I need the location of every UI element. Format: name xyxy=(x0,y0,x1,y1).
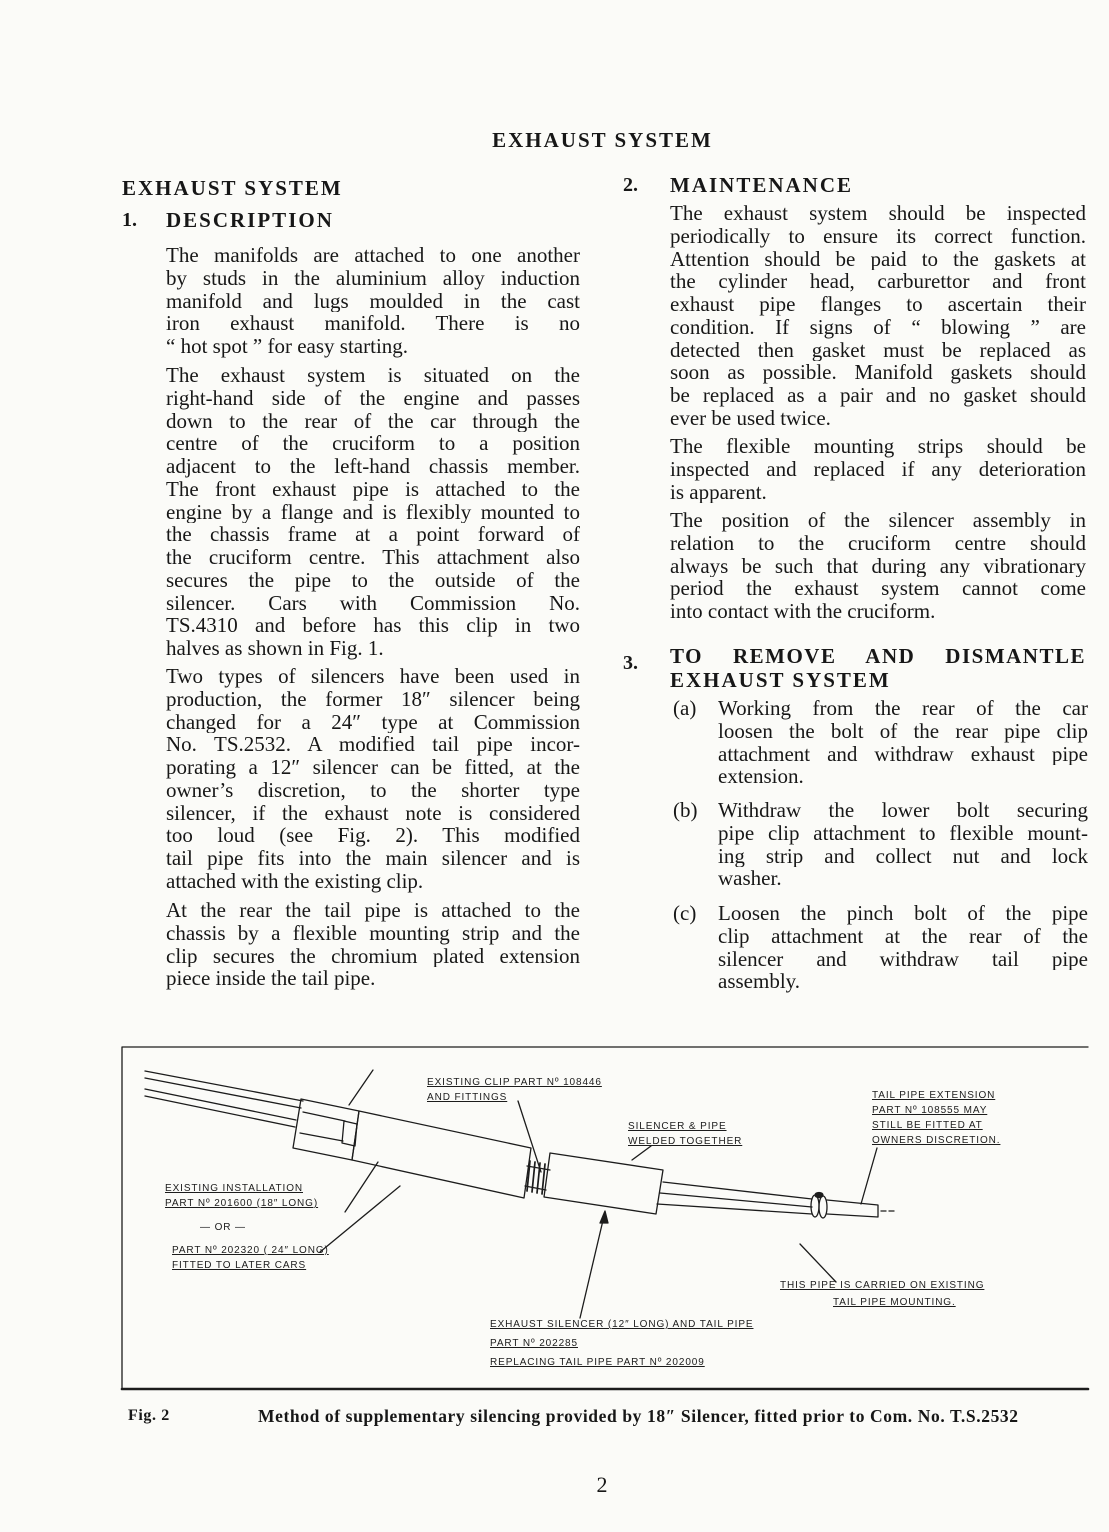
leader-line-exhaust-silencer xyxy=(580,1216,604,1318)
figure-number: Fig. 2 xyxy=(128,1407,170,1424)
text-line: silencer. Cars with Commission No. xyxy=(166,591,580,615)
text-line: condition. If signs of “ blowing ” are xyxy=(670,315,1086,339)
label-tail-pipe-mounting xyxy=(833,1295,956,1310)
text-line: The flexible mounting strips should be xyxy=(670,435,1086,458)
leader-line-later-cars xyxy=(320,1186,400,1252)
text-line: attached with the existing clip. xyxy=(166,869,424,893)
label-line: OWNERS DISCRETION. xyxy=(872,1135,1001,1146)
text-line: At the rear the tail pipe is attached to the xyxy=(166,899,580,922)
text-line: soon as possible. Manifold gaskets should xyxy=(670,361,1086,384)
step-b-text xyxy=(718,799,1088,890)
text-line: piece inside the tail pipe. xyxy=(166,967,376,990)
tail-pipe-clip-ring xyxy=(811,1195,819,1217)
description-paragraph-3 xyxy=(166,665,580,893)
text-line: is apparent. xyxy=(670,480,767,504)
step-label-b: (b) xyxy=(673,798,698,822)
label-line: FITTED TO LATER CARS xyxy=(172,1260,307,1271)
step-a-text xyxy=(718,697,1088,788)
text-line: owner’s discretion, to the shorter type xyxy=(166,778,580,802)
label-or: — OR — xyxy=(200,1222,246,1233)
text-line: TS.4310 and before has this clip in two xyxy=(166,614,580,637)
text-line: be replaced as a pair and no gasket should xyxy=(670,384,1086,407)
label-line: AND FITTINGS xyxy=(427,1092,508,1103)
step-c-text xyxy=(718,902,1088,993)
section-heading-maintenance: MAINTENANCE xyxy=(670,173,854,197)
label-carried-on xyxy=(780,1278,984,1293)
text-line: into contact with the cruciform. xyxy=(670,600,936,623)
step-label-a: (a) xyxy=(673,696,697,720)
section-heading-description: DESCRIPTION xyxy=(166,208,334,232)
text-line: washer. xyxy=(718,867,782,890)
maintenance-paragraph-2 xyxy=(670,435,1086,503)
label-exhaust-silencer xyxy=(490,1315,753,1372)
supplementary-silencer xyxy=(544,1153,663,1214)
section-number-2: 2. xyxy=(623,174,638,196)
arrowhead xyxy=(600,1211,608,1223)
text-line: relation to the cruciform centre should xyxy=(670,531,1086,555)
leader-line-tail-extension xyxy=(861,1148,877,1204)
left-title: EXHAUST SYSTEM xyxy=(122,176,343,200)
text-line: always be such that during any vibrationary xyxy=(670,554,1086,578)
label-existing-clip xyxy=(427,1075,602,1105)
text-line: The front exhaust pipe is attached to the xyxy=(166,477,580,501)
tail-pipe xyxy=(657,1182,812,1214)
label-silencer-pipe-welded xyxy=(628,1119,742,1149)
text-line: engine by a flange and is flexibly mounted to xyxy=(166,500,580,524)
text-line: silencer, if the exhaust note is considered xyxy=(166,801,580,825)
description-paragraph-4 xyxy=(166,899,580,990)
label-later-cars xyxy=(172,1243,329,1273)
text-line: adjacent to the left-hand chassis member. xyxy=(166,455,580,478)
text-line: assembly. xyxy=(718,970,801,993)
text-line: Two types of silencers have been used in xyxy=(166,665,580,688)
label-line: STILL BE FITTED AT xyxy=(872,1120,983,1131)
text-line: loosen the bolt of the rear pipe clip xyxy=(718,719,1088,743)
section-heading-remove-dismantle xyxy=(670,644,1086,692)
front-pipe-clip-box xyxy=(293,1099,359,1160)
page-header: EXHAUST SYSTEM xyxy=(492,128,713,152)
leader-line-installation-top xyxy=(349,1070,373,1105)
text-line: detected then gasket must be replaced as xyxy=(670,338,1086,362)
label-line: REPLACING TAIL PIPE PART Nº 202009 xyxy=(490,1357,705,1368)
tail-pipe-clip-bolt xyxy=(815,1193,823,1198)
label-line: THIS PIPE IS CARRIED ON EXISTING xyxy=(780,1280,985,1291)
maintenance-paragraph-3 xyxy=(670,509,1086,623)
label-line: PART Nº 202320 ( 24″ LONG) xyxy=(172,1245,329,1256)
text-line: inspected and replaced if any deterioration xyxy=(670,457,1086,481)
text-line: “ hot spot ” for easy starting. xyxy=(166,335,409,358)
text-line: silencer and withdraw tail pipe xyxy=(718,947,1088,971)
label-line: EXISTING INSTALLATION xyxy=(165,1183,303,1194)
page-number: 2 xyxy=(596,1472,608,1497)
existing-clip-rings xyxy=(527,1161,545,1194)
section-number-3: 3. xyxy=(623,652,638,674)
label-line: PART Nº 108555 MAY xyxy=(872,1105,988,1116)
heading-line: EXHAUST SYSTEM xyxy=(670,668,891,692)
tail-pipe-extension xyxy=(827,1200,878,1217)
tail-pipe-clip-ring xyxy=(819,1196,827,1218)
text-line: The exhaust system is situated on the xyxy=(166,364,580,387)
text-line: secures the pipe to the outside of the xyxy=(166,568,580,592)
text-line: exhaust pipe flanges to ascertain their xyxy=(670,293,1086,316)
text-line: clip secures the chromium plated extension xyxy=(166,944,580,968)
text-line: production, the former 18″ silencer being xyxy=(166,687,580,711)
text-line: centre of the cruciform to a position xyxy=(166,432,580,455)
text-line: the cylinder head, carburettor and front xyxy=(670,270,1086,293)
text-line: right-hand side of the engine and passes xyxy=(166,386,580,410)
text-line: ever be used twice. xyxy=(670,406,831,430)
text-line: halves as shown in Fig. 1. xyxy=(166,637,384,660)
text-line: The manifolds are attached to one another xyxy=(166,244,580,267)
text-line: pipe clip attachment to flexible mount- xyxy=(718,821,1088,845)
section-number-1: 1. xyxy=(122,209,137,231)
text-line: iron exhaust manifold. There is no xyxy=(166,312,580,335)
text-line: Withdraw the lower bolt securing xyxy=(718,799,1088,822)
text-line: Attention should be paid to the gaskets at xyxy=(670,247,1086,271)
pipe-through-clip xyxy=(300,1112,345,1141)
label-tail-pipe-extension xyxy=(872,1088,1000,1148)
label-line: TAIL PIPE MOUNTING. xyxy=(833,1297,956,1308)
main-silencer-body xyxy=(352,1111,531,1198)
text-line: chassis by a flexible mounting strip and the xyxy=(166,921,580,945)
label-line: SILENCER & PIPE xyxy=(628,1121,727,1132)
label-line: PART Nº 202285 xyxy=(490,1338,578,1349)
text-line: ing strip and collect nut and lock xyxy=(718,844,1088,868)
text-line: the cruciform centre. This attachment also xyxy=(166,546,580,569)
leader-line-carried-on xyxy=(800,1244,836,1282)
text-line: changed for a 24″ type at Commission xyxy=(166,710,580,734)
text-line: Loosen the pinch bolt of the pipe xyxy=(718,902,1088,925)
text-line: The exhaust system should be inspected xyxy=(670,202,1086,225)
text-line: manifold and lugs moulded in the cast xyxy=(166,289,580,313)
text-line: No. TS.2532. A modified tail pipe incor- xyxy=(166,733,580,756)
label-line: TAIL PIPE EXTENSION xyxy=(872,1090,996,1101)
label-line: EXHAUST SILENCER (12″ LONG) AND TAIL PIPE xyxy=(490,1319,754,1330)
text-line: down to the rear of the car through the xyxy=(166,409,580,433)
text-line: by studs in the aluminium alloy induction xyxy=(166,266,580,290)
maintenance-paragraph-1 xyxy=(670,202,1086,430)
figure-caption: Method of supplementary silencing provided by 18″ Silencer, fitted prior to Com. No. T.S.2532 xyxy=(258,1406,1019,1426)
front-exhaust-pipe xyxy=(145,1071,303,1127)
text-line: porating a 12″ silencer can be fitted, at the xyxy=(166,756,580,779)
text-line: periodically to ensure its correct function. xyxy=(670,224,1086,248)
text-line: extension. xyxy=(718,765,804,788)
label-existing-installation xyxy=(165,1181,318,1211)
text-line: period the exhaust system cannot come xyxy=(670,577,1086,600)
text-line: the chassis frame at a point forward of xyxy=(166,523,580,546)
label-line: EXISTING CLIP PART Nº 108446 xyxy=(427,1077,602,1088)
text-line: clip attachment at the rear of the xyxy=(718,924,1088,948)
step-label-c: (c) xyxy=(673,901,697,925)
text-line: attachment and withdraw exhaust pipe xyxy=(718,742,1088,766)
label-line: PART Nº 201600 (18″ LONG) xyxy=(165,1198,319,1209)
description-paragraph-2 xyxy=(166,364,580,660)
text-line: The position of the silencer assembly in xyxy=(670,509,1086,532)
leader-line-installation xyxy=(345,1162,378,1212)
heading-line: TO REMOVE AND DISMANTLE xyxy=(670,644,1086,668)
label-line: WELDED TOGETHER xyxy=(628,1136,743,1147)
text-line: too loud (see Fig. 2). This modified xyxy=(166,824,580,847)
text-line: tail pipe fits into the main silencer and is xyxy=(166,847,580,870)
description-paragraph-1 xyxy=(166,244,580,358)
text-line: Working from the rear of the car xyxy=(718,697,1088,720)
